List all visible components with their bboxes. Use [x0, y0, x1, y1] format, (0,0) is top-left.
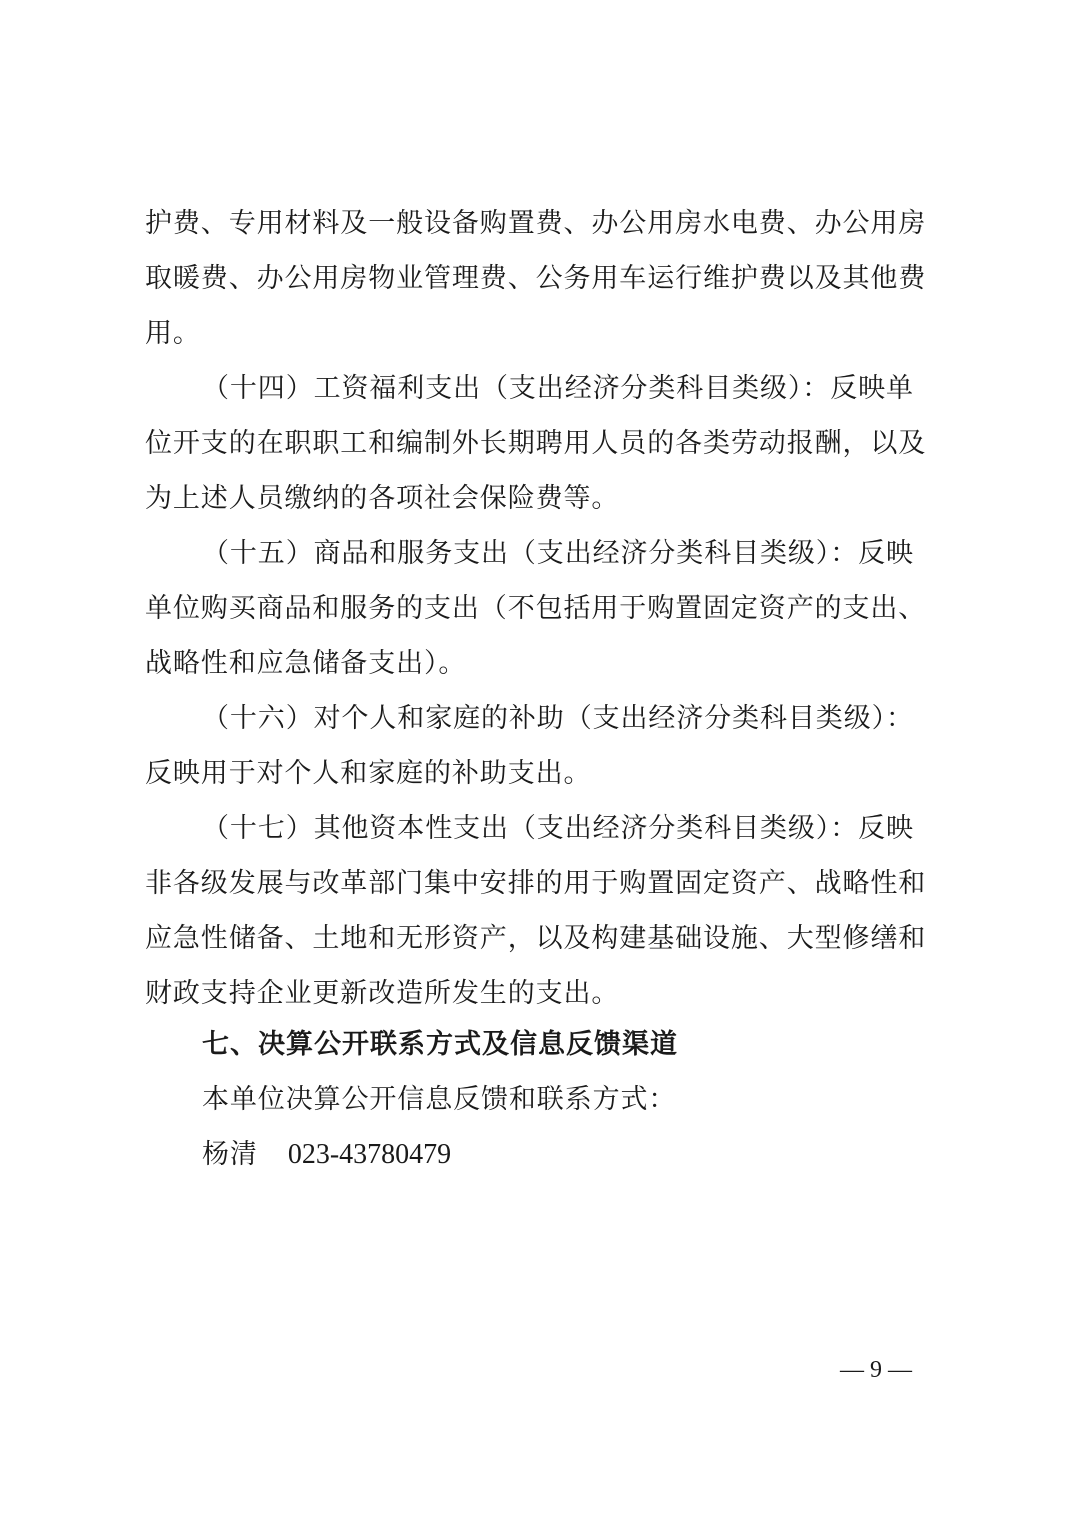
text-line: 战略性和应急储备支出）。	[145, 648, 467, 679]
text-line: 反映用于对个人和家庭的补助支出。	[145, 758, 592, 789]
text-line: 非各级发展与改革部门集中安排的用于购置固定资产、战略性和	[145, 868, 927, 899]
text-line: 位开支的在职职工和编制外长期聘用人员的各类劳动报酬，以及	[145, 428, 927, 459]
page-number: — 9 —	[840, 1357, 912, 1383]
contact-line	[202, 1138, 451, 1172]
text-line: 为上述人员缴纳的各项社会保险费等。	[145, 483, 620, 514]
section-heading: 七、决算公开联系方式及信息反馈渠道	[202, 1029, 678, 1060]
text-line: 财政支持企业更新改造所发生的支出。	[145, 978, 620, 1009]
text-line: （十五）商品和服务支出（支出经济分类科目类级）：反映	[202, 538, 914, 569]
contact-phone: 023-43780479	[287, 1139, 452, 1170]
text-line: 用。	[145, 318, 201, 349]
contact-name: 杨清	[202, 1139, 258, 1170]
text-line: 应急性储备、土地和无形资产，以及构建基础设施、大型修缮和	[145, 923, 927, 954]
text-line: 取暖费、办公用房物业管理费、公务用车运行维护费以及其他费	[145, 263, 927, 294]
text-line: （十六）对个人和家庭的补助（支出经济分类科目类级）：	[202, 703, 914, 734]
text-line: （十四）工资福利支出（支出经济分类科目类级）：反映单	[202, 373, 914, 404]
text-line: （十七）其他资本性支出（支出经济分类科目类级）：反映	[202, 813, 914, 844]
contact-intro: 本单位决算公开信息反馈和联系方式：	[202, 1084, 677, 1115]
text-line: 护费、专用材料及一般设备购置费、办公用房水电费、办公用房	[145, 208, 927, 239]
text-line: 单位购买商品和服务的支出（不包括用于购置固定资产的支出、	[145, 593, 927, 624]
